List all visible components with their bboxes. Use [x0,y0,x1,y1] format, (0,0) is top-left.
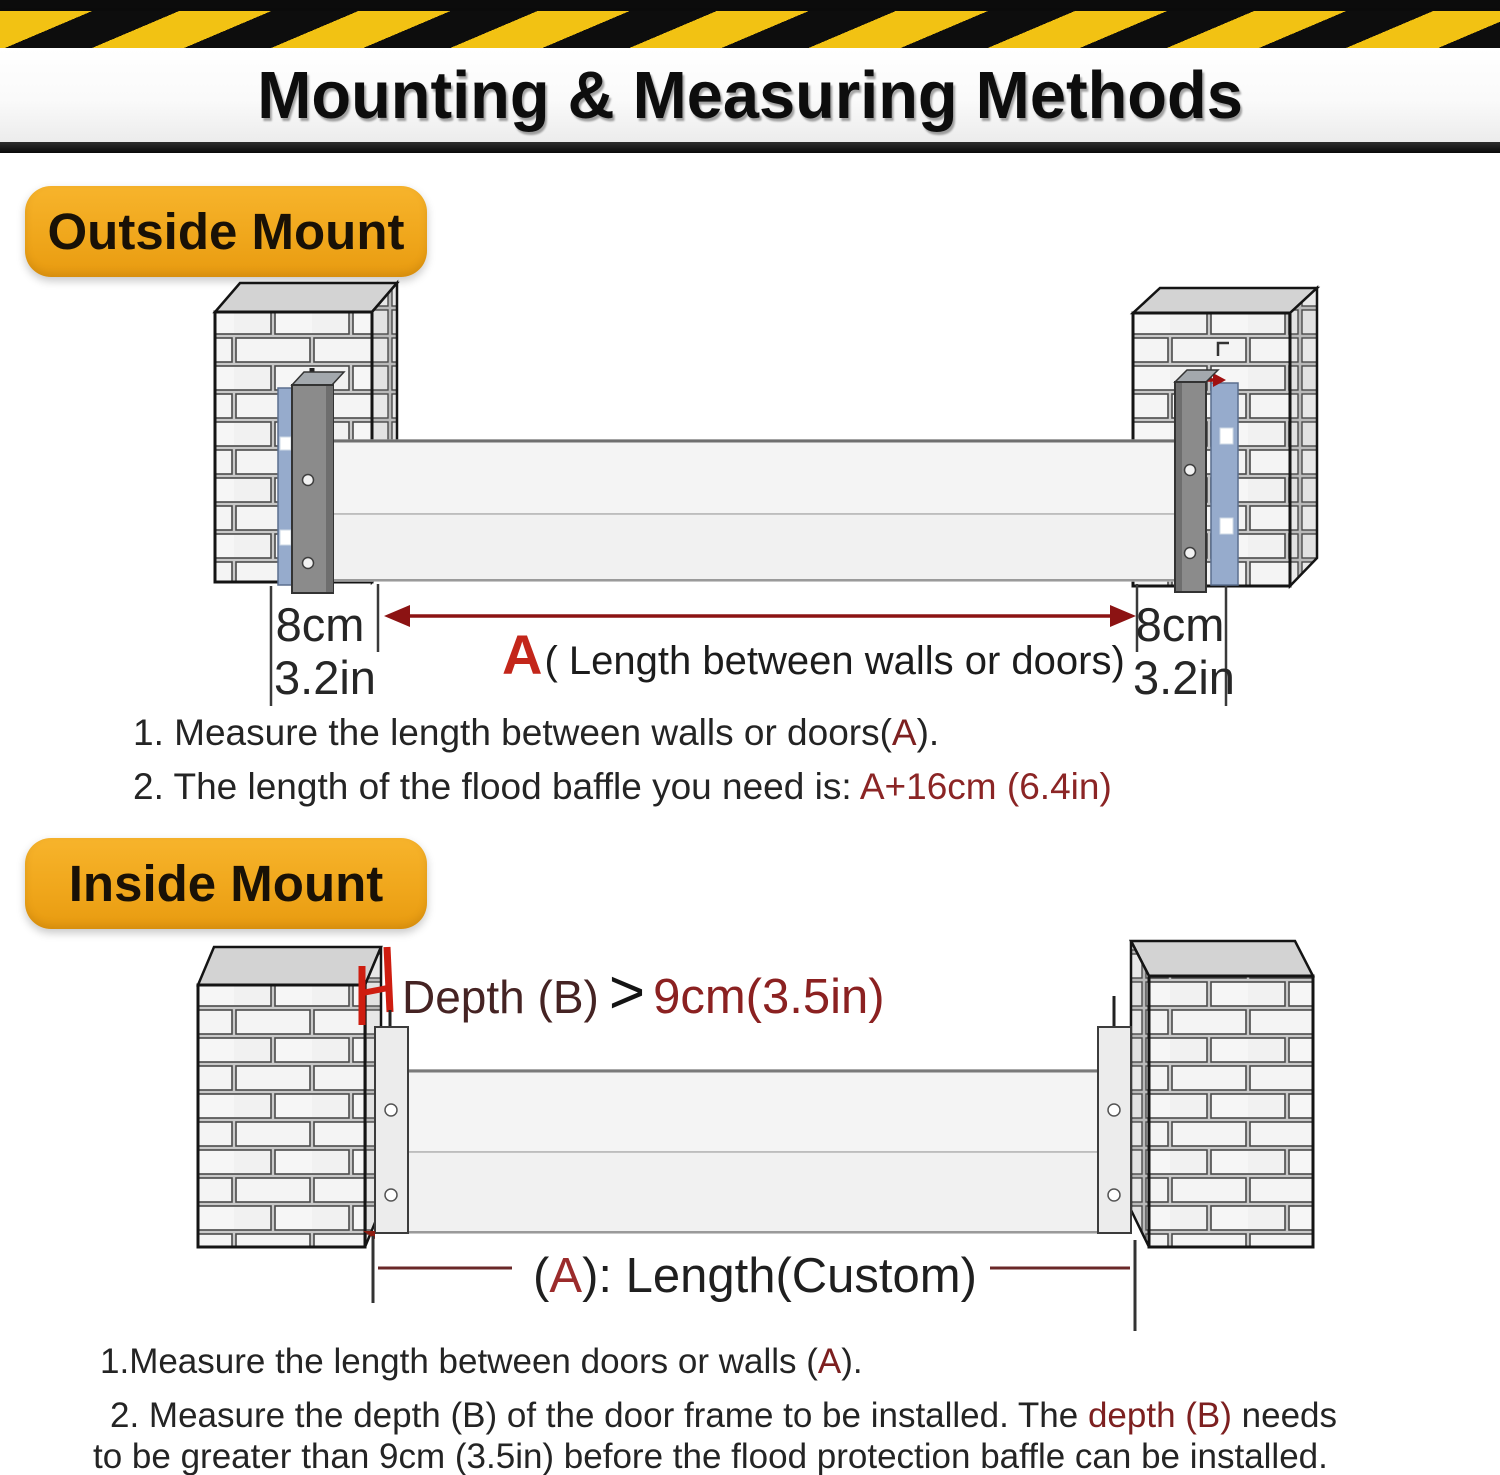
right-offset-cm: 8cm [1135,598,1225,651]
left-offset-cm: 8cm [275,598,365,651]
outside-mount-badge-label: Outside Mount [47,203,405,260]
inside-step-1: 1.Measure the length between doors or walls (A). [100,1342,863,1381]
depth-requirement-label: Depth (B) > 9cm(3.5in) [402,958,885,1027]
inside-mount-badge [25,838,427,929]
left-brick-pillar [198,947,381,1247]
screw-hole [303,558,314,569]
right-seal-strip [1211,383,1238,585]
inside-step-2-line1: 2. Measure the depth (B) of the door frame to be installed. The depth (B) needs [110,1396,1338,1435]
screw-hole [1108,1189,1120,1201]
right-mounting-plate [1098,996,1131,1233]
outside-step-2: 2. The length of the flood baffle you need is: A+16cm (6.4in) [133,766,1112,807]
title-underline-bar [0,142,1500,153]
screw-hole [385,1104,397,1116]
page-title: Mounting & Measuring Methods [257,57,1243,133]
flood-barrier-panels [408,1070,1100,1233]
flood-barrier-panels [330,440,1180,581]
caution-stripe-banner [0,11,1500,48]
right-offset-in: 3.2in [1133,651,1235,704]
top-black-bar [0,0,1500,11]
left-seal-strip [278,388,293,585]
screw-hole [385,1189,397,1201]
screw-hole [303,475,314,486]
inside-mount-badge-label: Inside Mount [68,855,384,912]
left-offset-in: 3.2in [274,651,376,704]
outside-step-1: 1. Measure the length between walls or doors(A). [133,712,940,753]
length-a-label: A( Length between walls or doors) [502,623,1125,686]
title-band [0,48,1500,142]
outside-mount-badge [25,186,427,277]
outside-mount-diagram [0,278,1500,710]
right-brick-pillar [1131,941,1313,1247]
length-dimension-arrow [384,605,1136,627]
inside-step-2-line2: to be greater than 9cm (3.5in) before the flood protection baffle can be installed. [93,1437,1328,1475]
screw-hole [1185,465,1196,476]
screw-hole [1108,1104,1120,1116]
inside-mount-diagram [0,935,1500,1340]
custom-length-label: (A): Length(Custom) [533,1249,977,1303]
screw-hole [1185,548,1196,559]
